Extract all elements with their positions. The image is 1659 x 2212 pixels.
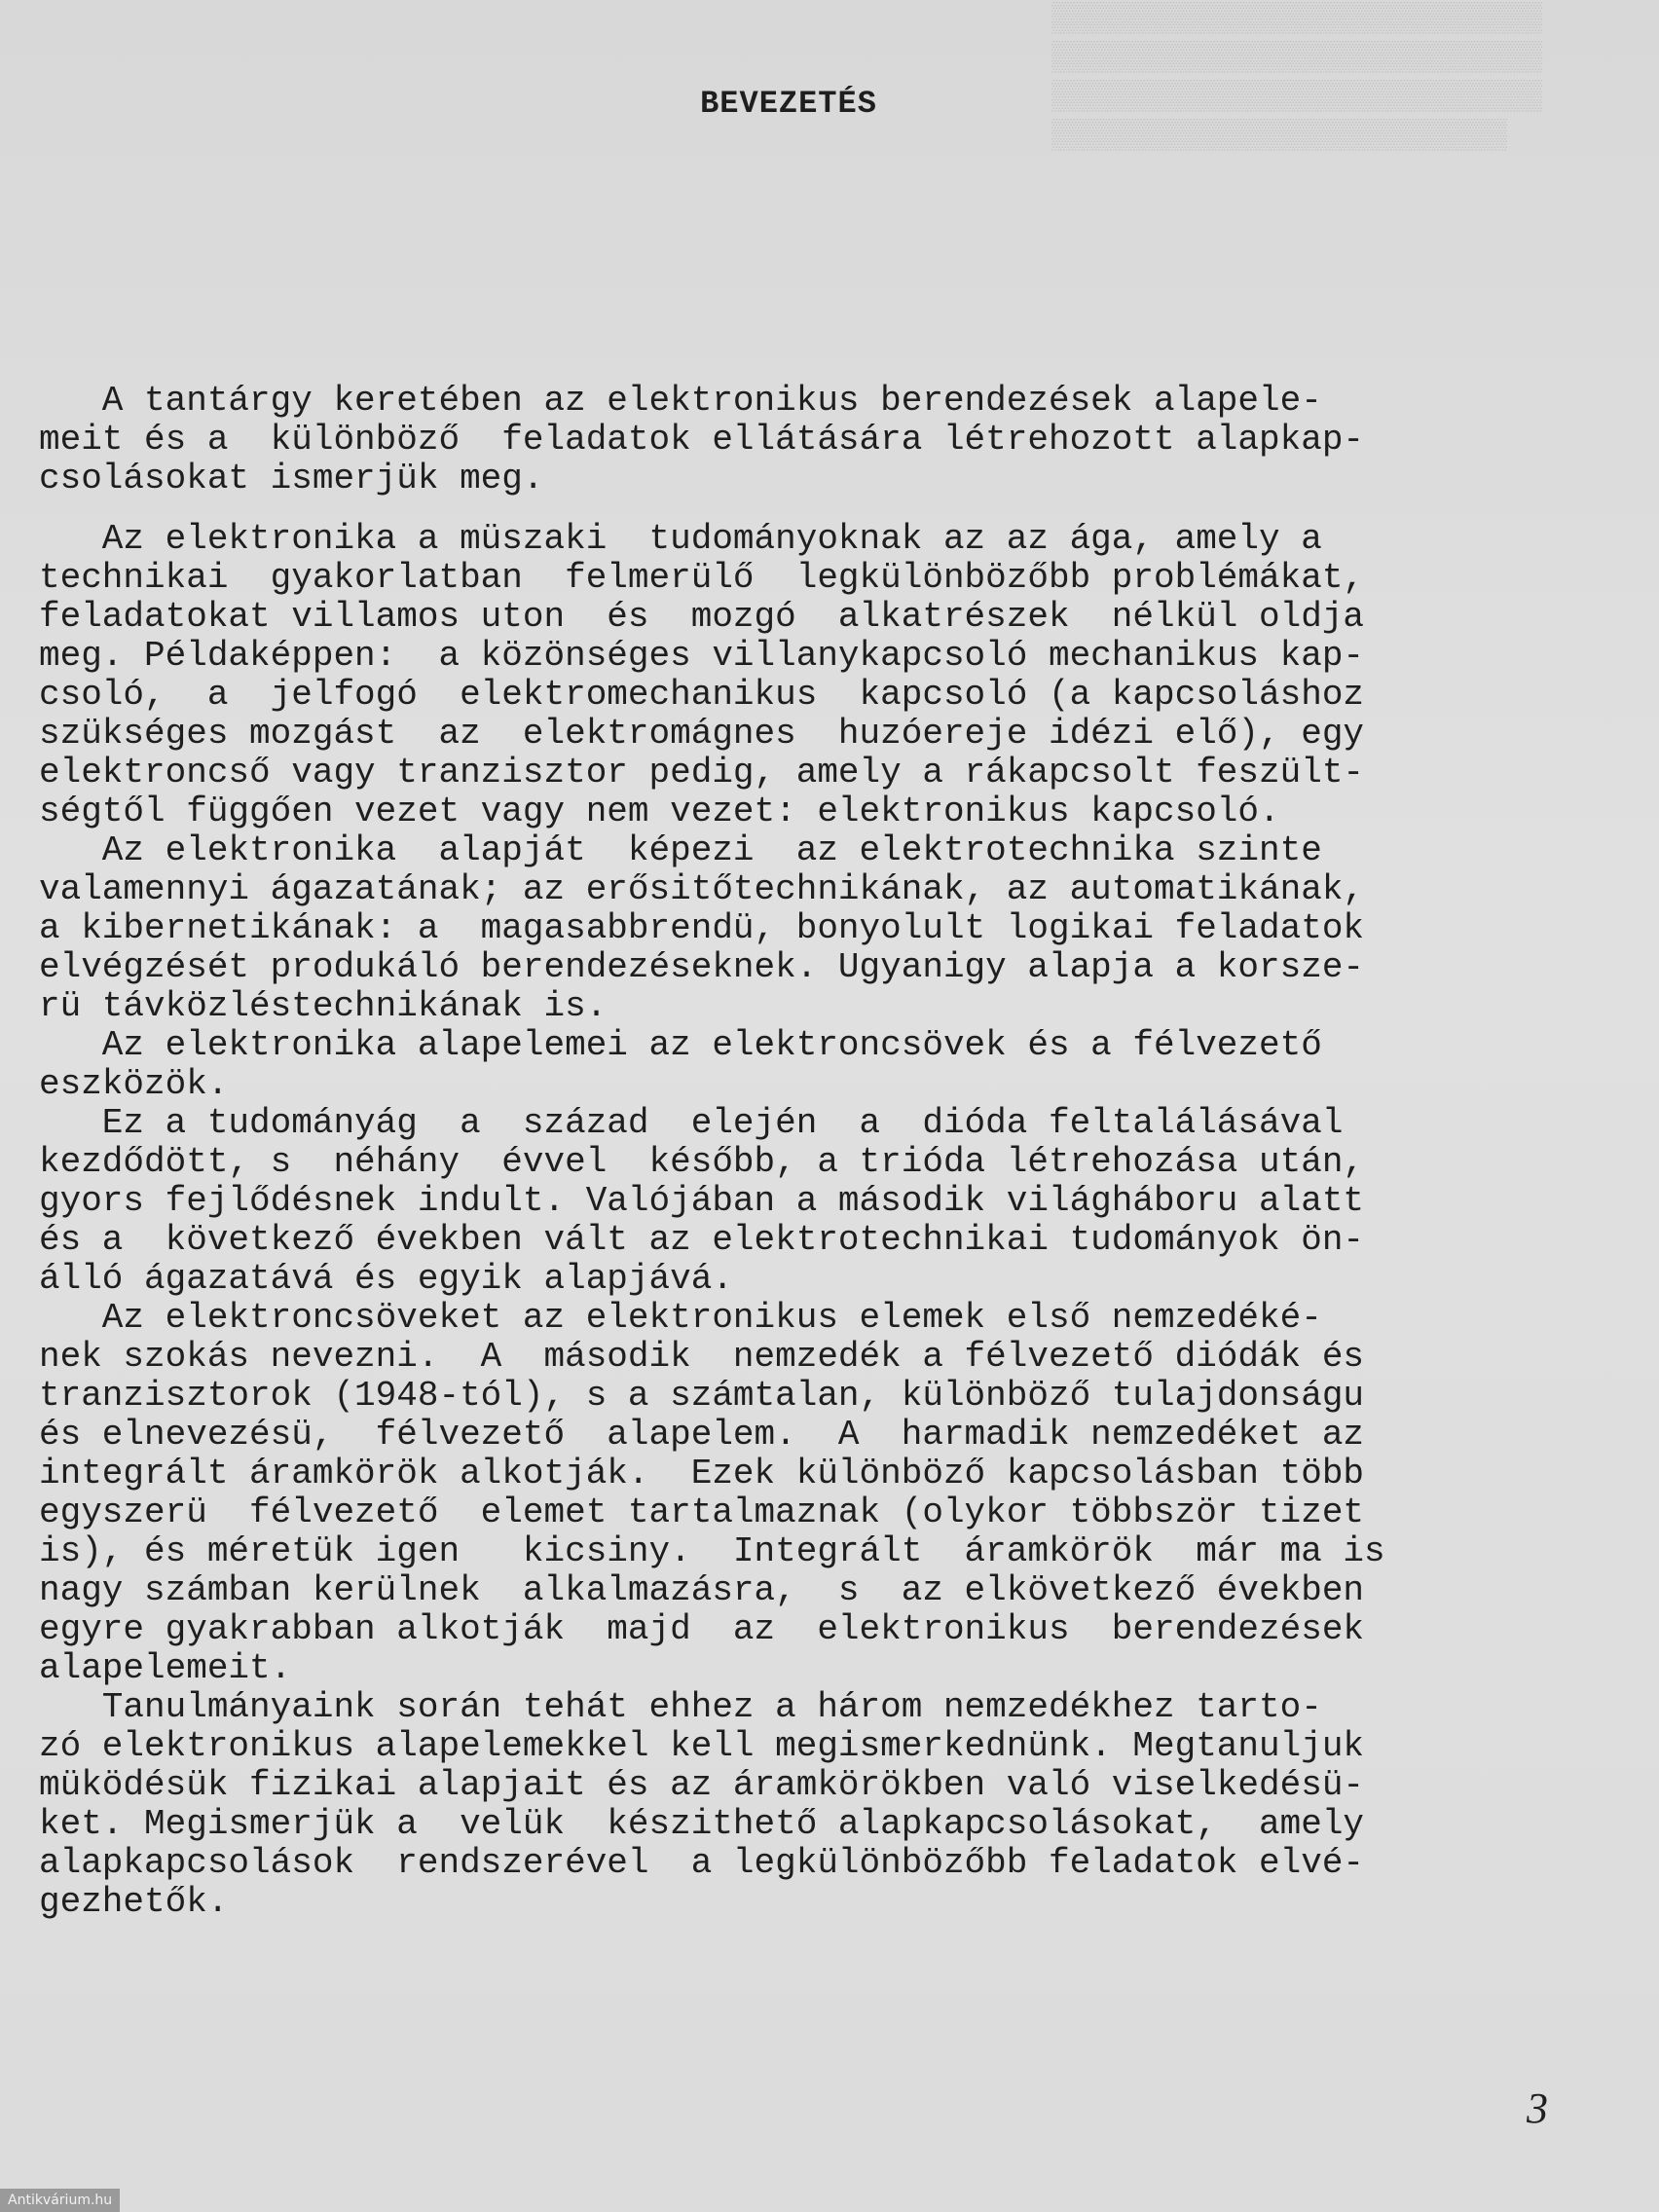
text-line: gezhetők.	[39, 1882, 229, 1922]
text-line: és a következő években vált az elektrotechnikai tudományok ön-	[39, 1220, 1365, 1260]
text-line: müködésük fizikai alapjait és az áramkörökben való viselkedésü-	[39, 1765, 1365, 1805]
text-line: valamennyi ágazatának; az erősitőtechnikának, az automatikának,	[39, 869, 1365, 909]
text-line: a kibernetikának: a magasabbrendü, bonyolult logikai feladatok	[39, 908, 1365, 948]
text-line: egyszerü félvezető elemet tartalmaznak (olykor többször tizet	[39, 1493, 1365, 1532]
paragraph	[39, 1026, 1577, 1104]
text-line: álló ágazatává és egyik alapjává.	[39, 1259, 733, 1299]
body-text	[39, 382, 1577, 1922]
text-line: Az elektronika alapelemei az elektroncsövek és a félvezető	[39, 1025, 1322, 1065]
paragraph	[39, 1104, 1577, 1299]
text-line: ségtől függően vezet vagy nem vezet: elektronikus kapcsoló.	[39, 792, 1280, 831]
text-line: tranzisztorok (1948-tól), s a számtalan, különböző tulajdonságu	[39, 1376, 1365, 1416]
text-line: feladatokat villamos uton és mozgó alkatrészek nélkül oldja	[39, 597, 1365, 637]
text-line: egyre gyakrabban alkotják majd az elektronikus berendezések	[39, 1609, 1365, 1649]
page-number: 3	[1527, 2084, 1548, 2132]
text-line: is), és méretük igen kicsiny. Integrált áramkörök már ma is	[39, 1531, 1385, 1571]
text-line: nek szokás nevezni. A második nemzedék a félvezető diódák és	[39, 1337, 1365, 1377]
page-title: BEVEZETÉS	[700, 86, 877, 122]
text-line: gyors fejlődésnek indult. Valójában a második világháboru alatt	[39, 1181, 1365, 1221]
text-line: csolásokat ismerjük meg.	[39, 459, 544, 498]
text-line: csoló, a jelfogó elektromechanikus kapcsoló (a kapcsoláshoz	[39, 675, 1365, 715]
text-line: és elnevezésü, félvezető alapelem. A harmadik nemzedéket az	[39, 1415, 1365, 1455]
text-line: eszközök.	[39, 1064, 229, 1104]
text-line: Az elektroncsöveket az elektronikus elemek első nemzedéké-	[39, 1298, 1322, 1338]
text-line: Az elektronika a müszaki tudományoknak az az ága, amely a	[39, 519, 1322, 559]
paragraph	[39, 382, 1577, 498]
text-line: rü távközléstechnikának is.	[39, 986, 608, 1026]
text-line: A tantárgy keretében az elektronikus berendezések alapele-	[39, 381, 1322, 421]
paragraph	[39, 520, 1577, 831]
text-line: integrált áramkörök alkotják. Ezek különböző kapcsolásban több	[39, 1454, 1365, 1493]
watermark-label: Antikvárium.hu	[0, 2189, 120, 2212]
text-line: Az elektronika alapját képezi az elektrotechnika szinte	[39, 830, 1322, 870]
text-line: meg. Példaképpen: a közönséges villanykapcsoló mechanikus kap-	[39, 636, 1365, 676]
text-line: alapkapcsolások rendszerével a legkülönbözőbb feladatok elvé-	[39, 1843, 1365, 1883]
text-line: meit és a különböző feladatok ellátására létrehozott alapkap-	[39, 420, 1365, 460]
bleed-through-texture: ▒▒▒▒▒▒▒▒▒▒▒▒▒▒▒▒▒▒▒▒▒▒▒▒▒▒▒▒ ▒▒▒▒▒▒▒▒▒▒▒▒▒▒▒▒▒▒▒▒▒▒▒▒▒▒▒▒ ▒▒▒▒▒▒▒▒▒▒▒▒▒▒▒▒▒▒▒▒▒▒▒▒▒▒▒▒ ▒▒▒▒▒▒▒▒▒▒▒▒▒▒▒▒▒▒▒▒▒▒▒▒▒▒	[1051, 3, 1543, 153]
text-line: nagy számban kerülnek alkalmazásra, s az elkövetkező években	[39, 1570, 1365, 1610]
paragraph	[39, 1688, 1577, 1922]
paragraph	[39, 831, 1577, 1026]
text-line: ket. Megismerjük a velük készithető alapkapcsolásokat, amely	[39, 1804, 1365, 1844]
text-line: elvégzését produkáló berendezéseknek. Ugyanigy alapja a korsze-	[39, 947, 1365, 987]
paragraph	[39, 1299, 1577, 1688]
text-line: elektroncső vagy tranzisztor pedig, amely a rákapcsolt feszült-	[39, 753, 1365, 793]
text-line: szükséges mozgást az elektromágnes huzóereje idézi elő), egy	[39, 714, 1365, 754]
text-line: technikai gyakorlatban felmerülő legkülönbözőbb problémákat,	[39, 558, 1365, 598]
text-line: Tanulmányaink során tehát ehhez a három nemzedékhez tarto-	[39, 1687, 1322, 1727]
text-line: zó elektronikus alapelemekkel kell megismerkednünk. Megtanuljuk	[39, 1726, 1365, 1766]
text-line: alapelemeit.	[39, 1648, 292, 1688]
text-line: Ez a tudományág a század elején a dióda feltalálásával	[39, 1103, 1344, 1143]
text-line: kezdődött, s néhány évvel később, a trióda létrehozása után,	[39, 1142, 1365, 1182]
